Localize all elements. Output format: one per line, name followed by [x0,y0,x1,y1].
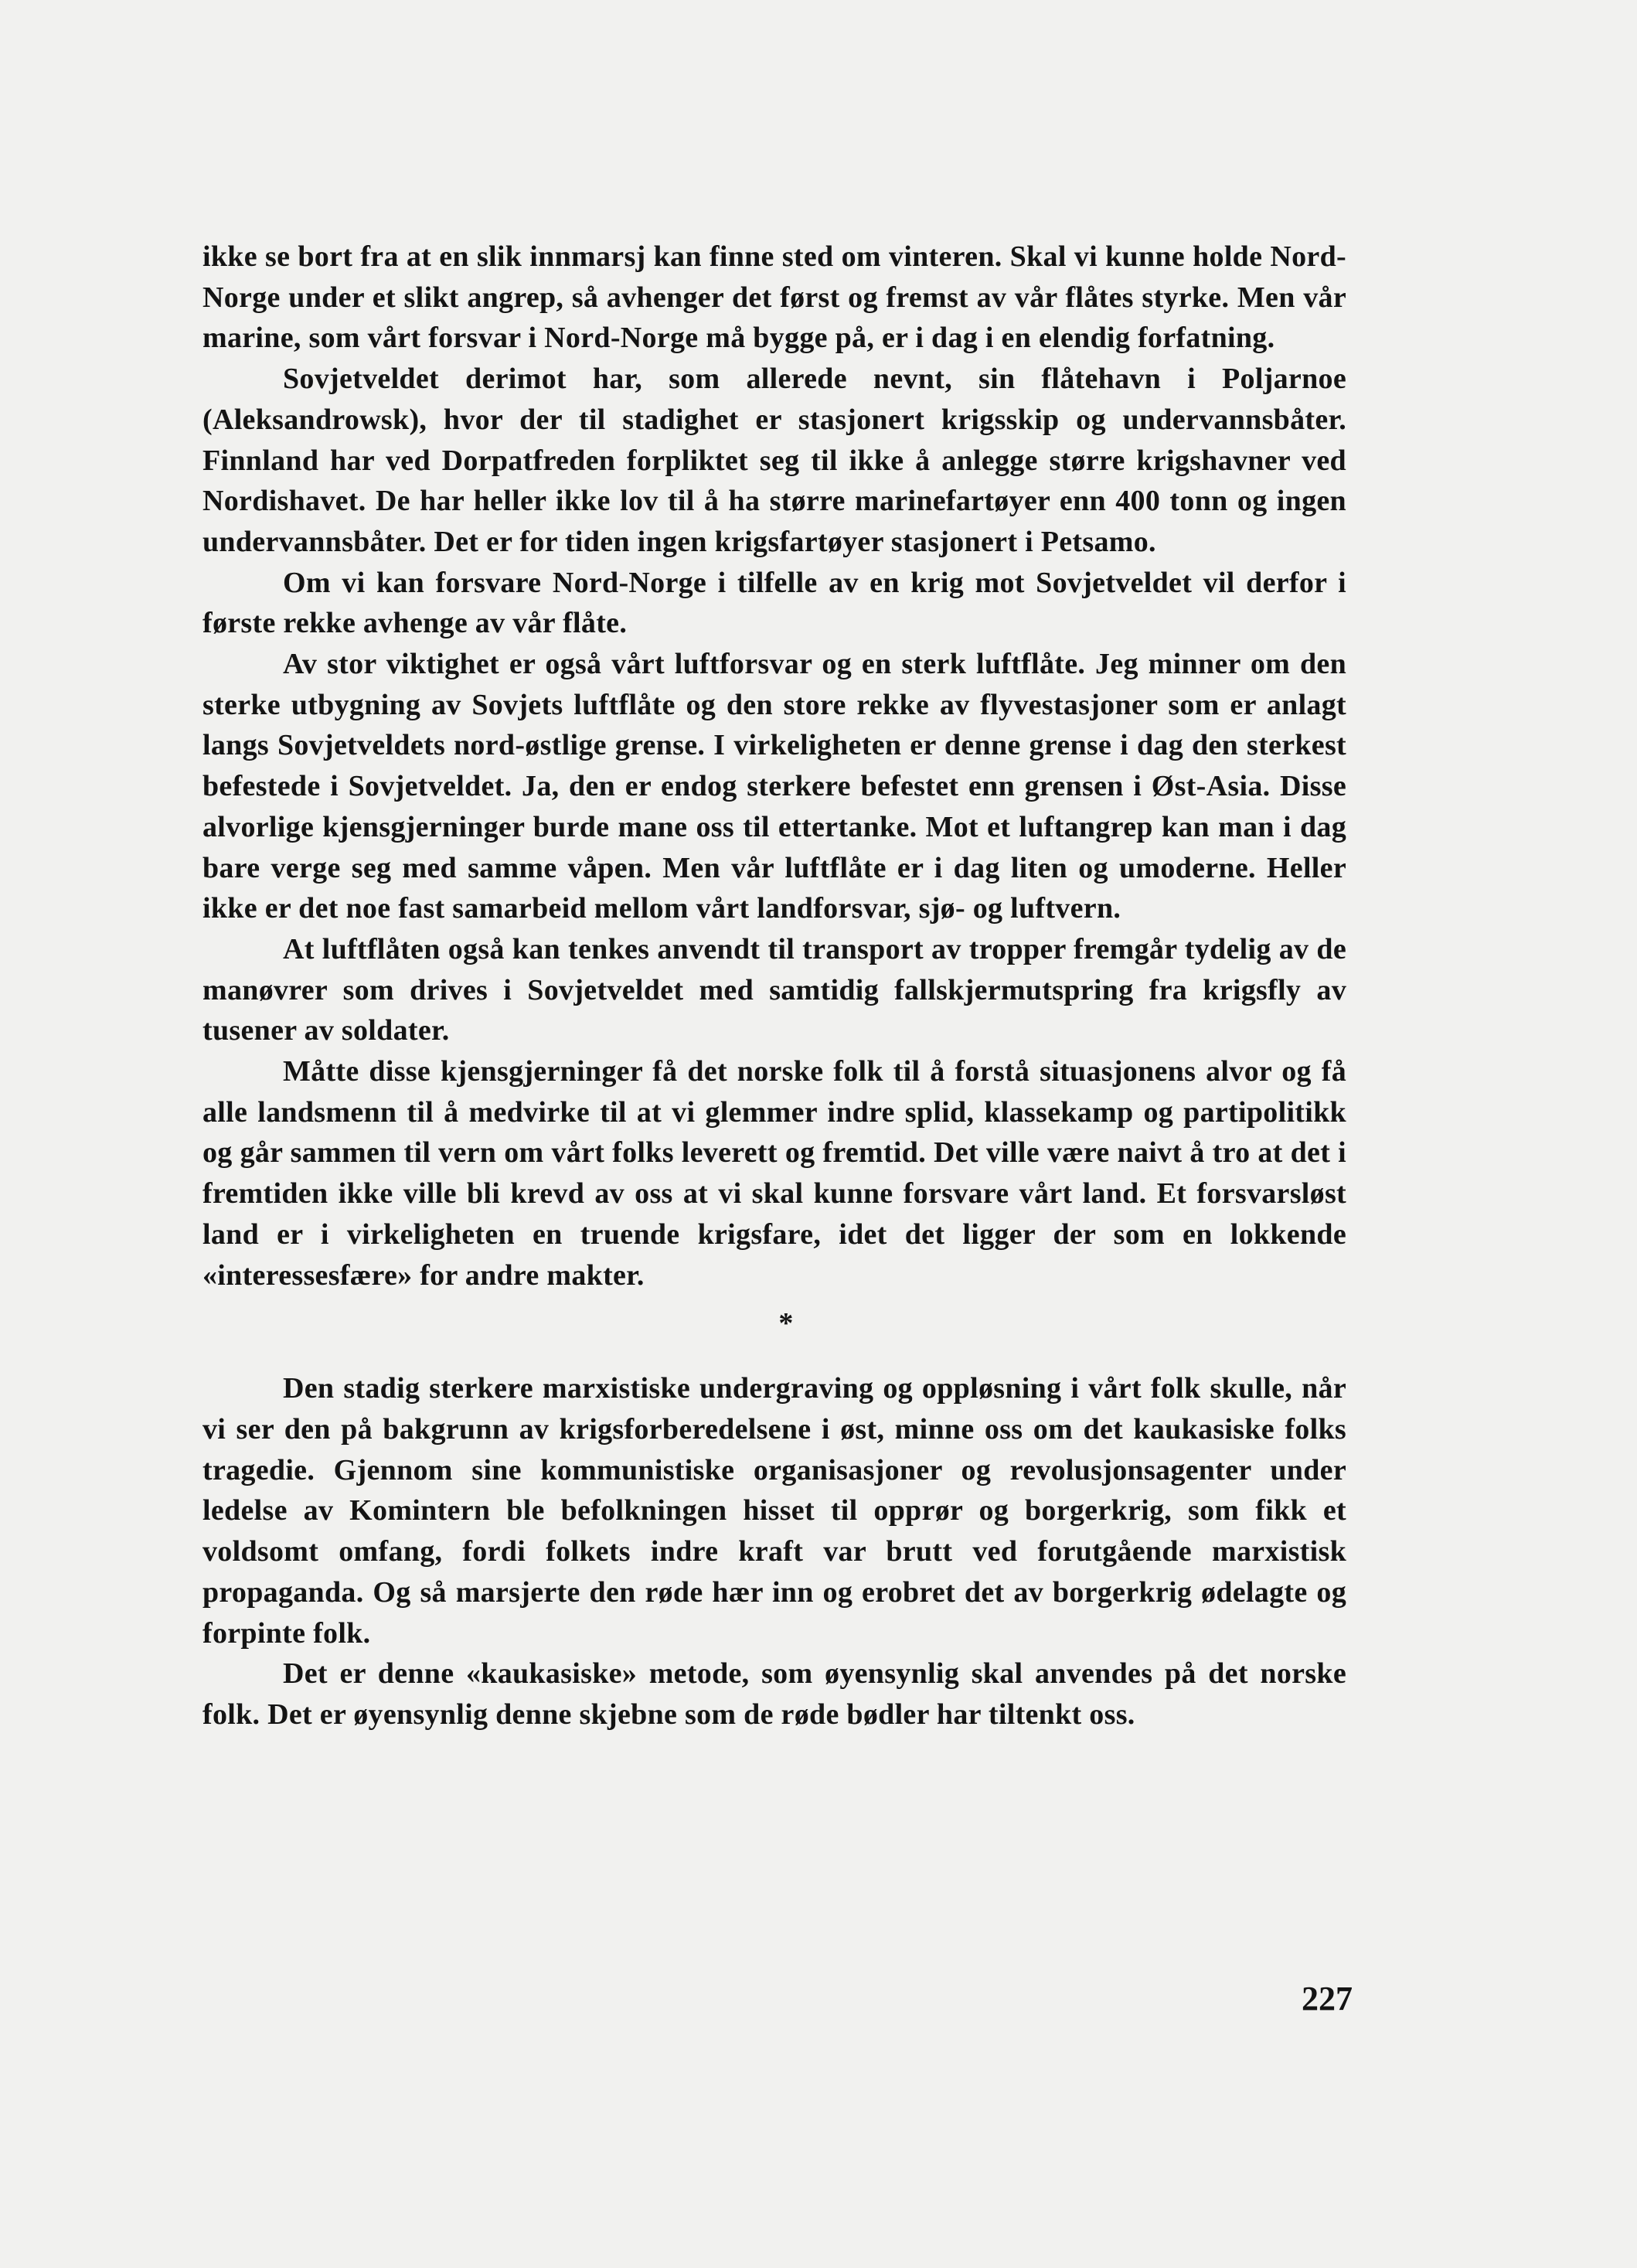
paragraph-marxistiske-undergraving: Den stadig sterkere marxistiske undergraving og oppløsning i vårt folk skulle, når vi ser den på bakgrunn av krigsforberedelsene i øst, minne oss om det kaukasiske folks tragedie. Gjennom sine kommunistiske organisasjoner og revolusjonsagenter under ledelse av Komintern ble befolkningen hisset til opprør og borgerkrig, som fikk et voldsomt omfang, fordi folkets indre kraft var brutt ved forutgående marxistisk propaganda. Og så marsjerte den røde hær inn og erobret det av borgerkrig ødelagte og forpinte folk. [202,1372,1346,1650]
section-separator-asterisk: * [778,1307,794,1340]
paragraph-luftforsvar: Av stor viktighet er også vårt luftforsvar og en sterk luftflåte. Jeg minner om den sterke utbygning av Sovjets luftflåte og den store rekke av flyvestasjoner som er anlagt langs Sovjetveldets nord-østlige grense. I virkeligheten er denne grense i dag den sterkest befestede i Sovjetveldet. Ja, den er endog sterkere befestet enn grensen i Øst-Asia. Disse alvorlige kjensgjerninger burde mane oss til ettertanke. Mot et luftangrep kan man i dag bare verge seg med samme våpen. Men vår luftflåte er i dag liten og umoderne. Heller ikke er det noe fast samarbeid mellom vårt landforsvar, sjø- og luftvern. [202,648,1346,925]
body-text [202,237,1346,1735]
paragraph-kaukasiske-metode: Det er denne «kaukasiske» metode, som øyensynlig skal anvendes på det norske folk. Det er øyensynlig denne skjebne som de røde bødler har tiltenkt oss. [202,1657,1346,1731]
paragraph-sovjetveldet-flatehavn: Sovjetveldet derimot har, som allerede nevnt, sin flåtehavn i Poljarnoe (Aleksandrowsk), hvor der til stadighet er stasjonert krigsskip og undervannsbåter. Finnland har ved Dorpatfreden forpliktet seg til ikke å anlegge større krigshavner ved Nordishavet. De har heller ikke lov til å ha større marinefartøyer enn 400 tonn og ingen undervannsbåter. Det er for tiden ingen krigsfartøyer stasjonert i Petsamo. [202,363,1346,558]
paragraph-kjensgjerninger: Måtte disse kjensgjerninger få det norske folk til å forstå situasjonens alvor og få alle landsmenn til å medvirke til at vi glemmer indre splid, klassekamp og partipolitikk og går sammen til vern om vårt folks leverett og fremtid. Det ville være naivt å tro at det i fremtiden ikke ville bli krevd av oss at vi skal kunne forsvare vårt land. Et forsvarsløst land er i virkeligheten en truende krigsfare, idet det ligger der som en lokkende «interessesfære» for andre makter. [202,1055,1346,1292]
paragraph-continuation: ikke se bort fra at en slik innmarsj kan finne sted om vinteren. Skal vi kunne holde Nord-Norge under et slikt angrep, så avhenger det først og fremst av vår flåtes styrke. Men vår marine, som vårt forsvar i Nord-Norge må bygge på, er i dag i en elendig forfatning. [202,240,1346,355]
page-number: 227 [1302,1980,1353,2018]
paragraph-forsvare-nord-norge: Om vi kan forsvare Nord-Norge i tilfelle av en krig mot Sovjetveldet vil derfor i første rekke avhenge av vår flåte. [202,566,1346,640]
paragraph-luftflaten-transport: At luftflåten også kan tenkes anvendt til transport av tropper fremgår tydelig av de manøvrer som drives i Sovjetveldet med samtidig fallskjermutspring fra krigsfly av tusener av soldater. [202,932,1346,1047]
